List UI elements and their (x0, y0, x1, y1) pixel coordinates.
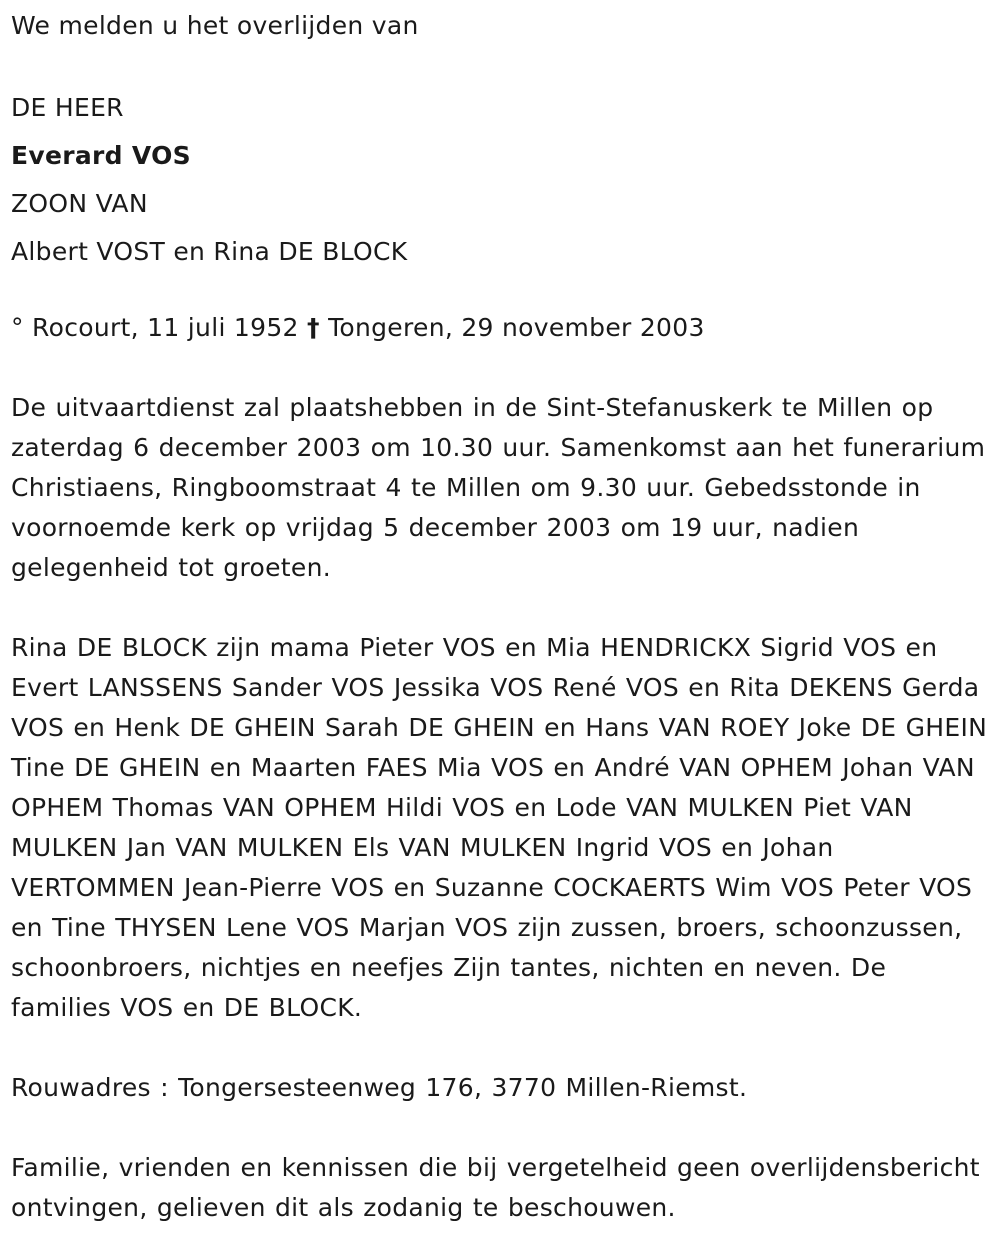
honorific: DE HEER (11, 93, 124, 122)
intro-text: We melden u het overlijden van (11, 11, 419, 40)
birth-death-dates (11, 308, 991, 348)
obituary-notice (11, 0, 991, 1228)
deceased-name: Everard VOS (11, 141, 191, 170)
birth-date: ° Rocourt, 11 juli 1952 (11, 313, 299, 342)
family-paragraph: Rina DE BLOCK zijn mama Pieter VOS en Mia HENDRICKX Sigrid VOS en Evert LANSSENS Sander VOS Jessika VOS René VOS en Rita DEKENS Gerda VOS en Henk DE GHEIN Sarah DE GHEIN en Hans VAN ROEY Joke DE GHEIN Tine DE GHEIN en Maarten FAES Mia VOS en André VAN OPHEM Johan VAN OPHEM Thomas VAN OPHEM Hildi VOS en Lode VAN MULKEN Piet VAN MULKEN Jan VAN MULKEN Els VAN MULKEN Ingrid VOS en Johan VERTOMMEN Jean-Pierre VOS en Suzanne COCKAERTS Wim VOS Peter VOS en Tine THYSEN Lene VOS Marjan VOS zijn zussen, broers, schoonzussen, schoonbroers, nichtjes en neefjes Zijn tantes, nichten en neven. De families VOS en DE BLOCK. (11, 633, 988, 1022)
mourning-address: Rouwadres : Tongersesteenweg 176, 3770 Millen-Riemst. (11, 1073, 748, 1102)
funeral-service-paragraph: De uitvaartdienst zal plaatshebben in de Sint-Stefanuskerk te Millen op zaterdag 6 december 2003 om 10.30 uur. Samenkomst aan het funerarium Christiaens, Ringboomstraat 4 te Millen om 9.30 uur. Gebedsstonde in voornoemde kerk op vrijdag 5 december 2003 om 19 uur, nadien gelegenheid tot groeten. (11, 393, 986, 582)
parents-names: Albert VOST en Rina DE BLOCK (11, 237, 408, 266)
relation-label: ZOON VAN (11, 189, 148, 218)
death-date: Tongeren, 29 november 2003 (328, 313, 705, 342)
cross-icon: † (307, 313, 320, 342)
closing-note: Familie, vrienden en kennissen die bij vergetelheid geen overlijdensbericht ontvingen, gelieven dit als zodanig te beschouwen. (11, 1153, 980, 1222)
deceased-block (11, 84, 991, 276)
